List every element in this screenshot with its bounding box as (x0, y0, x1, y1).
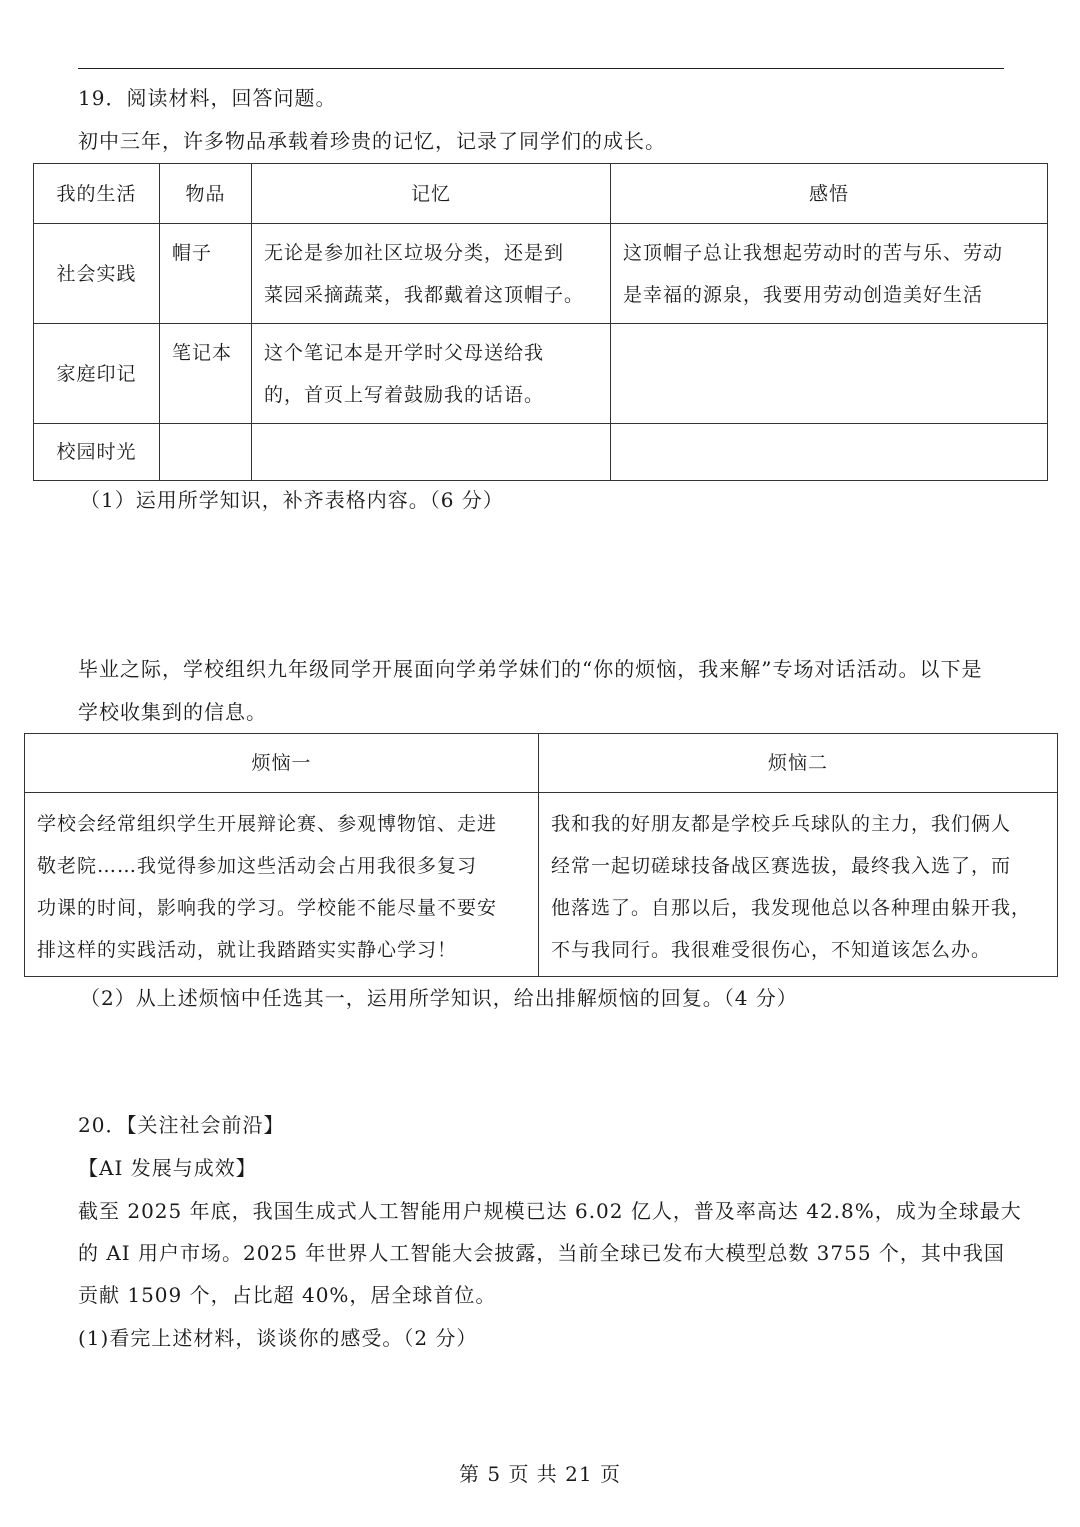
worry-cell (539, 793, 1058, 977)
q20-material-line: 贡献 1509 个，占比超 40%，居全球首位。 (78, 1283, 497, 1307)
header-cell: 烦恼一 (25, 734, 539, 793)
q19-paragraph-line: 学校收集到的信息。 (78, 700, 267, 724)
item-cell: 笔记本 (160, 324, 252, 424)
worry-line: 经常一起切磋球技备战区赛选拔，最终我入选了，而 (551, 855, 1012, 877)
insight-cell (611, 224, 1048, 324)
worry-line: 不与我同行。我很难受很伤心，不知道该怎么办。 (551, 939, 992, 961)
q20-material-line: 的 AI 用户市场。2025 年世界人工智能大会披露，当前全球已发布大模型总数 3755 个，其中我国 (78, 1241, 1005, 1265)
worries-table (24, 733, 1058, 977)
worry-line: 敬老院……我觉得参加这些活动会占用我很多复习 (37, 855, 478, 877)
table-header-row (25, 734, 1058, 793)
q19-title: 19．阅读材料，回答问题。 (78, 86, 337, 110)
header-cell: 物品 (160, 164, 252, 224)
memory-cell (252, 324, 611, 424)
q20-sub1: (1)看完上述材料，谈谈你的感受。（2 分） (78, 1326, 478, 1350)
q19-sub1: （1）运用所学知识，补齐表格内容。（6 分） (80, 488, 504, 512)
memory-cell-blank[interactable] (252, 424, 611, 481)
life-cell: 社会实践 (34, 224, 160, 324)
life-cell: 校园时光 (34, 424, 160, 481)
table-row (34, 224, 1048, 324)
worry-line: 他落选了。自那以后，我发现他总以各种理由躲开我， (551, 897, 1032, 919)
worry-line: 我和我的好朋友都是学校乒乓球队的主力，我们俩人 (551, 813, 1012, 835)
worry-line: 排这样的实践活动，就让我踏踏实实静心学习！ (37, 939, 458, 961)
memory-line: 的，首页上写着鼓励我的话语。 (264, 384, 545, 406)
item-cell: 帽子 (160, 224, 252, 324)
header-cell: 我的生活 (34, 164, 160, 224)
memory-table (33, 163, 1048, 481)
insight-line: 这顶帽子总让我想起劳动时的苦与乐、劳动 (623, 242, 1004, 264)
worry-line: 功课的时间，影响我的学习。学校能不能尽量不要安 (37, 897, 498, 919)
insight-cell-blank[interactable] (611, 424, 1048, 481)
memory-cell (252, 224, 611, 324)
worry-line: 学校会经常组织学生开展辩论赛、参观博物馆、走进 (37, 813, 498, 835)
header-cell: 记忆 (252, 164, 611, 224)
q19-sub2: （2）从上述烦恼中任选其一，运用所学知识，给出排解烦恼的回复。（4 分） (80, 986, 798, 1010)
header-cell: 感悟 (611, 164, 1048, 224)
q20-section: 【AI 发展与成效】 (78, 1156, 257, 1180)
memory-line: 这个笔记本是开学时父母送给我 (264, 342, 545, 364)
q20-material-line: 截至 2025 年底，我国生成式人工智能用户规模已达 6.02 亿人，普及率高达 42.8%，成为全球最大 (78, 1199, 1022, 1223)
item-cell-blank[interactable] (160, 424, 252, 481)
q19-intro: 初中三年，许多物品承载着珍贵的记忆，记录了同学们的成长。 (78, 129, 666, 153)
table-row (34, 324, 1048, 424)
q20-title: 20．【关注社会前沿】 (78, 1113, 285, 1137)
q19-paragraph-line: 毕业之际，学校组织九年级同学开展面向学弟学妹们的“你的烦恼，我来解”专场对话活动。以下是 (78, 657, 983, 681)
header-cell: 烦恼二 (539, 734, 1058, 793)
insight-cell-blank[interactable] (611, 324, 1048, 424)
insight-line: 是幸福的源泉，我要用劳动创造美好生活 (623, 284, 984, 306)
table-row (34, 424, 1048, 481)
life-cell: 家庭印记 (34, 324, 160, 424)
page-number: 第 5 页 共 21 页 (459, 1462, 621, 1486)
table-header-row (34, 164, 1048, 224)
table-row (25, 793, 1058, 977)
memory-line: 无论是参加社区垃圾分类，还是到 (264, 242, 565, 264)
header-rule (78, 68, 1004, 69)
worry-cell (25, 793, 539, 977)
memory-line: 菜园采摘蔬菜，我都戴着这顶帽子。 (264, 284, 585, 306)
